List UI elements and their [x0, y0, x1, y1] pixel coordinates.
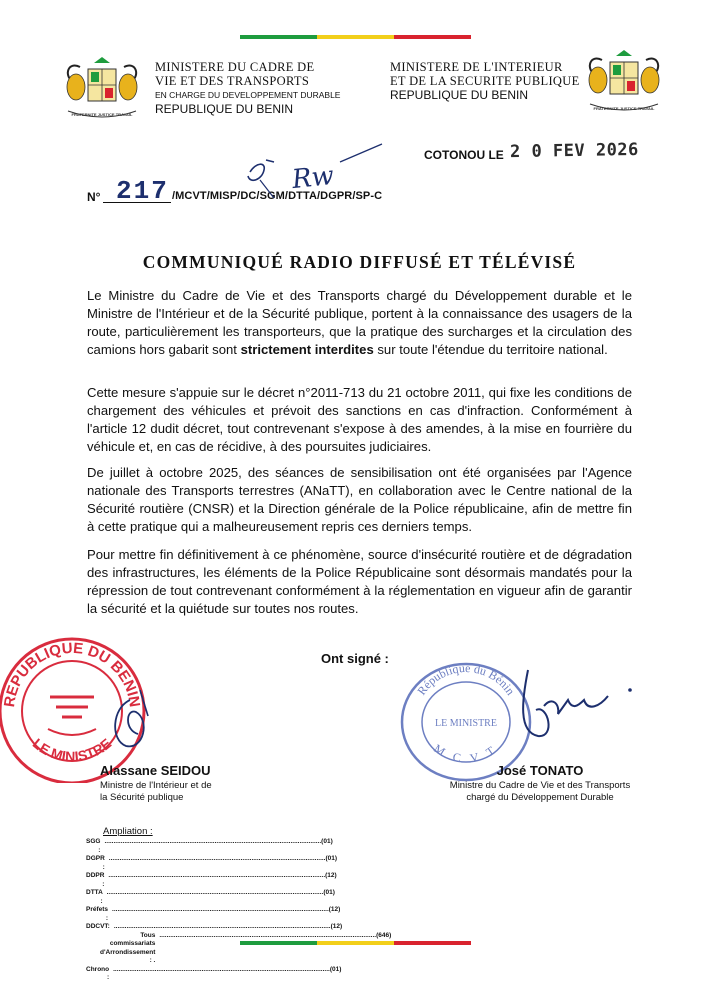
flag-bar-top-green [240, 35, 317, 39]
left-ministry-line4: REPUBLIQUE DU BENIN [155, 102, 294, 116]
coat-motto-right: FRATERNITE JUSTICE TRAVAIL [593, 106, 655, 111]
stamp-right-center-text: LE MINISTRE [435, 718, 497, 729]
page-title: COMMUNIQUÉ RADIO DIFFUSÉ ET TÉLÉVISÉ [142, 252, 577, 272]
stamp-left-top-text: REPUBLIQUE DU BENIN [0, 639, 144, 709]
signatory-right-role-line2: chargé du Développement Durable [466, 792, 614, 803]
right-ministry-line2: ET DE LA SECURITE PUBLIQUE [390, 74, 580, 88]
ampliation-value: (646) [376, 931, 392, 939]
ampliation-label: Tous commissariats d'Arrondissement : . [100, 931, 156, 964]
flag-bar-top-yellow [317, 35, 394, 39]
signature-right-icon [508, 660, 638, 760]
ampliation-value: (01) [325, 855, 338, 862]
signatory-left-role [100, 780, 212, 804]
signatory-left-name: Alassane SEIDOU [100, 763, 211, 778]
signature-left-icon [100, 680, 180, 770]
ampliation-dots: ........................................................................................................................ [108, 872, 326, 879]
signatory-left-role-line1: Ministre de l'Intérieur et de [100, 780, 212, 791]
ampliation-dots: ........................................................................................................................ [112, 906, 329, 913]
ampliation-row [86, 931, 392, 966]
left-ministry-line1: MINISTERE DU CADRE DE [155, 60, 315, 74]
ampliation-label: DTTA : [86, 889, 103, 905]
right-ministry-line3: REPUBLIQUE DU BENIN [390, 88, 529, 102]
ampliation-label: DDPR : [86, 872, 105, 888]
left-ministry-block [155, 60, 340, 116]
ampliation-row [86, 965, 342, 983]
ampliation-value: (12) [328, 906, 341, 913]
stamp-right-top-text: République du Bénin [414, 660, 518, 698]
body-paragraph-2: Cette mesure s'appuie sur le décret n°2011-713 du 21 octobre 2011, qui fixe les conditions de chargement des véhicules et prévoit des sanctions en cas d'infraction. Conformément à l'article 12 dudit décret, tout contrevenant s'expose à des amendes, à la mise en fourrière du véhicule et, en cas de récidive, à des poursuites judiciaires. [87, 385, 632, 454]
stamp-right-bottom-text: M C V T [431, 741, 501, 766]
ampliation-dots: ........................................................................................................................ [159, 931, 377, 939]
signatory-right-role-line1: Ministre du Cadre de Vie et des Transports [449, 780, 631, 791]
ampliation-label: DGPR : [86, 855, 105, 871]
ampliation-label: SGG : [86, 838, 101, 854]
body-paragraph-1-emphasis: strictement interdites [240, 342, 374, 357]
ampliation-label: Chrono : [86, 965, 110, 981]
signatory-left-role-line2: la Sécurité publique [100, 792, 184, 803]
reference-code: /MCVT/MISP/DC/SGM/DTTA/DGPR/SP-C [172, 190, 383, 202]
coat-motto-left: FRATERNITE JUSTICE TRAVAIL [71, 112, 133, 117]
ampliation-dots: ........................................................................................................................ [108, 855, 326, 862]
ampliation-label: Préfets : [86, 906, 109, 922]
ampliation-value: (12) [325, 872, 337, 879]
ampliation-dots: ........................................................................................................................ [113, 923, 331, 930]
flag-bar-bottom-green [240, 941, 317, 945]
body-paragraph-1 [87, 287, 632, 359]
ampliation-row [86, 838, 333, 855]
flag-bar-bottom-yellow [317, 941, 394, 945]
signatory-right-name: José TONATO [496, 763, 584, 778]
initials-text: Rw [290, 160, 336, 196]
flag-bar-top-red [394, 35, 471, 39]
ampliation-title: Ampliation : [103, 826, 153, 837]
ampliation-row [86, 872, 337, 889]
reference-number: 217 [116, 176, 169, 206]
body-paragraph-1-end: sur toute l'étendue du territoire national. [373, 342, 608, 357]
ampliation-label: DDCVT: [86, 923, 110, 930]
signatures-heading: Ont signé : [321, 651, 389, 666]
ampliation-dots: ........................................................................................................................ [113, 965, 330, 973]
ampliation-value: (12) [330, 923, 343, 930]
left-ministry-line3: EN CHARGE DU DEVELOPPEMENT DURABLE [155, 90, 341, 100]
ampliation-row [86, 855, 338, 872]
reference-prefix: N° [87, 190, 101, 204]
right-ministry-block [390, 60, 580, 102]
ampliation-value: (01) [329, 965, 342, 973]
body-paragraph-4: Pour mettre fin définitivement à ce phénomène, source d'insécurité routière et de dégradation des infrastructures, les éléments de la Police Républicaine sont désormais mandatés pour la répression de tout contrevenant conformément à la réglementation en vigueur afin de garantir la sécurité et la quiétude sur toutes nos routes. [87, 547, 632, 616]
signatory-right-role [428, 780, 652, 804]
body-paragraph-3: De juillet à octobre 2025, des séances de sensibilisation ont été organisées par l'Agence nationale des Transports terrestres (ANaTT), en collaboration avec le Centre national de la Sécurité routière (CNSR) et la Direction générale de la Police républicaine, afin de mettre fin à cette pratique qui a malheureusement repris ces derniers temps. [87, 465, 632, 534]
dateline-date-stamp: 2 0 FEV 2026 [509, 139, 639, 163]
flag-bar-bottom-red [394, 941, 471, 945]
ampliation-list [86, 838, 392, 983]
stamp-left-bottom-text: LE MINISTRE [29, 735, 115, 765]
ampliation-row [86, 889, 335, 906]
body-paragraph-1-start: Le Ministre du Cadre de Vie et des Transports chargé du Développement durable et le Ministre de l'Intérieur et de la Sécurité publique, portent à la connaissance des usagers de la route, particulièrement les transporteurs, que la pratique des surcharges et la circulation des camions hors gabarit sont [87, 288, 632, 357]
dateline-label: COTONOU LE [424, 148, 504, 162]
ampliation-row [86, 906, 341, 923]
ampliation-dots: ........................................................................................................................ [106, 889, 324, 896]
right-ministry-line1: MINISTERE DE L'INTERIEUR [390, 60, 563, 74]
left-ministry-line2: VIE ET DES TRANSPORTS [155, 74, 310, 88]
ampliation-dots: ........................................................................................................................ [104, 838, 322, 845]
ampliation-row [86, 923, 343, 932]
ampliation-value: (01) [323, 889, 335, 896]
ampliation-value: (01) [321, 838, 333, 845]
